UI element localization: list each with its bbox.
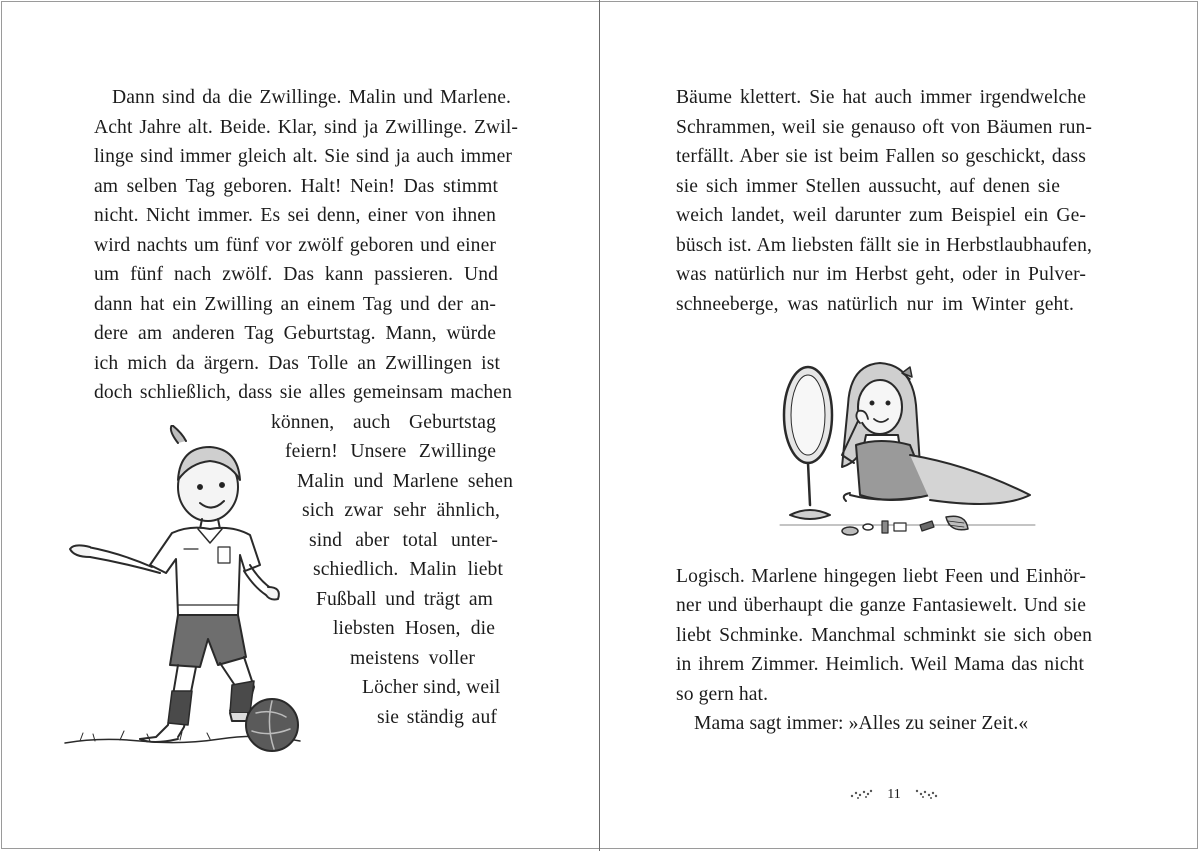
text-line: terfällt. Aber sie ist beim Fallen so geschickt, dass bbox=[676, 146, 1086, 167]
page-number: 11 bbox=[887, 787, 901, 802]
text-line: Schrammen, weil sie genauso oft von Bäumen run- bbox=[676, 117, 1092, 138]
text-line: feiern! Unsere Zwillinge bbox=[285, 441, 496, 462]
text-line: Löcher sind, weil bbox=[362, 677, 501, 698]
text-line: schiedlich. Malin liebt bbox=[313, 559, 503, 580]
text-line: dann hat ein Zwilling an einem Tag und der an- bbox=[94, 294, 496, 315]
text-line: meistens voller bbox=[350, 648, 475, 669]
text-line: Fußball und trägt am bbox=[316, 589, 493, 610]
soccer-girl-illustration bbox=[60, 425, 310, 755]
text-line: in ihrem Zimmer. Heimlich. Weil Mama das nicht bbox=[676, 654, 1084, 675]
text-line: liebt Schminke. Manchmal schminkt sie sich oben bbox=[676, 625, 1092, 646]
text-line: doch schließlich, dass sie alles gemeinsam machen bbox=[94, 382, 512, 403]
text-line: sie ständig auf bbox=[377, 707, 497, 728]
text-line: so gern hat. bbox=[676, 684, 769, 705]
right-ornament-icon bbox=[914, 787, 940, 801]
text-line: sich zwar sehr ähnlich, bbox=[302, 500, 500, 521]
text-line: sind aber total unter- bbox=[309, 530, 498, 551]
book-gutter bbox=[599, 0, 600, 851]
text-line: können, auch Geburtstag bbox=[271, 412, 496, 433]
text-line: dere am anderen Tag Geburtstag. Mann, würde bbox=[94, 323, 496, 344]
girl-mirror-illustration bbox=[770, 345, 1040, 545]
text-line: sie sich immer Stellen aussucht, auf denen sie bbox=[676, 176, 1060, 197]
text-line: Bäume klettert. Sie hat auch immer irgendwelche bbox=[676, 87, 1086, 108]
text-line: um fünf nach zwölf. Das kann passieren. Und bbox=[94, 264, 498, 285]
text-line: am selben Tag geboren. Halt! Nein! Das stimmt bbox=[94, 176, 498, 197]
text-line: liebsten Hosen, die bbox=[333, 618, 495, 639]
text-line: Acht Jahre alt. Beide. Klar, sind ja Zwillinge. Zwil- bbox=[94, 117, 518, 138]
text-line: Mama sagt immer: »Alles zu seiner Zeit.« bbox=[694, 713, 1029, 734]
text-line: Dann sind da die Zwillinge. Malin und Marlene. bbox=[112, 87, 511, 108]
left-ornament-icon bbox=[848, 787, 874, 801]
text-line: ich mich da ärgern. Das Tolle an Zwillingen ist bbox=[94, 353, 500, 374]
text-line: schneeberge, was natürlich nur im Winter geht. bbox=[676, 294, 1074, 315]
text-line: Logisch. Marlene hingegen liebt Feen und Einhör- bbox=[676, 566, 1086, 587]
text-line: weich landet, weil darunter zum Beispiel ein Ge- bbox=[676, 205, 1086, 226]
text-line: wird nachts um fünf vor zwölf geboren und einer bbox=[94, 235, 496, 256]
text-line: ner und überhaupt die ganze Fantasiewelt. Und sie bbox=[676, 595, 1086, 616]
text-line: linge sind immer gleich alt. Sie sind ja auch immer bbox=[94, 146, 512, 167]
text-line: was natürlich nur im Herbst geht, oder in Pulver- bbox=[676, 264, 1086, 285]
text-line: nicht. Nicht immer. Es sei denn, einer von ihnen bbox=[94, 205, 496, 226]
text-line: büsch ist. Am liebsten fällt sie in Herbstlaubhaufen, bbox=[676, 235, 1092, 256]
text-line: Malin und Marlene sehen bbox=[297, 471, 513, 492]
